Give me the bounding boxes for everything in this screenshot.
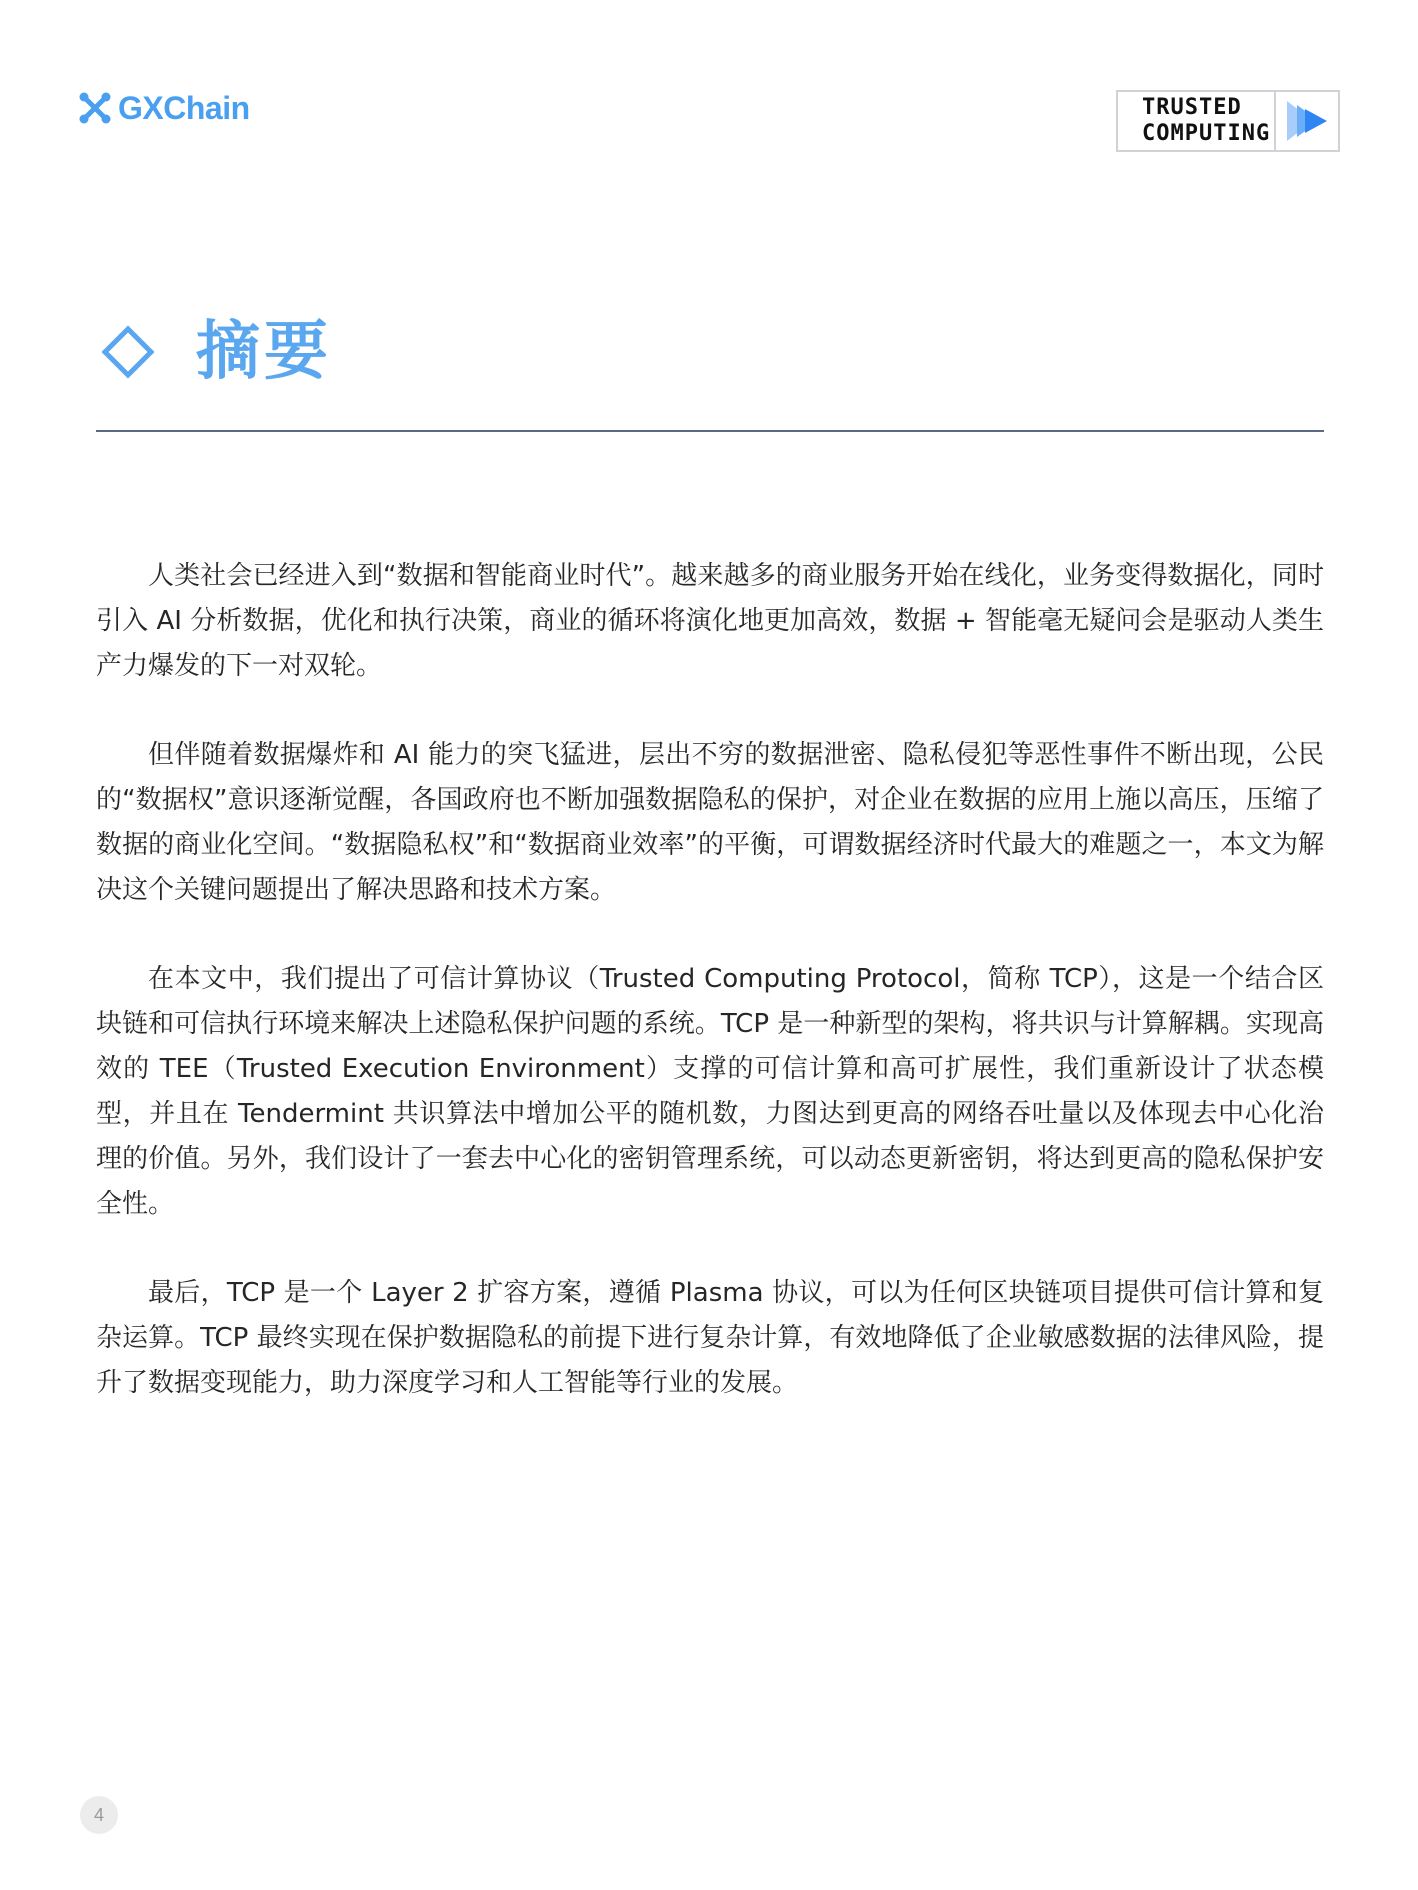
brand-logo (78, 88, 250, 128)
badge-text (1118, 92, 1276, 150)
page-title: 摘要 (196, 315, 332, 389)
badge-line-1: TRUSTED (1142, 95, 1242, 120)
title-divider (96, 430, 1324, 432)
trusted-computing-badge (1116, 90, 1340, 152)
badge-icon-cell (1276, 92, 1338, 150)
badge-line-2: COMPUTING (1142, 121, 1271, 146)
section-title (100, 312, 332, 392)
paragraph: 但伴随着数据爆炸和 AI 能力的突飞猛进，层出不穷的数据泄密、隐私侵犯等恶性事件不断出现，公民的“数据权”意识逐渐觉醒，各国政府也不断加强数据隐私的保护，对企业在数据的应用上施以高压，压缩了数据的商业化空间。“数据隐私权”和“数据商业效率”的平衡，可谓数据经济时代最大的难题之一，本文为解决这个关键问题提出了解决思路和技术方案。 (96, 740, 1324, 905)
diamond-outline-icon (100, 324, 156, 380)
brand-name: GXChain (118, 90, 250, 126)
paragraph: 人类社会已经进入到“数据和智能商业时代”。越来越多的商业服务开始在线化，业务变得数据化，同时引入 AI 分析数据，优化和执行决策，商业的循环将演化地更加高效，数据 + 智能毫无疑问会是驱动人类生产力爆发的下一对双轮。 (96, 561, 1324, 681)
paragraph: 最后，TCP 是一个 Layer 2 扩容方案，遵循 Plasma 协议，可以为任何区块链项目提供可信计算和复杂运算。TCP 最终实现在保护数据隐私的前提下进行复杂计算，有效地降低了企业敏感数据的法律风险，提升了数据变现能力，助力深度学习和人工智能等行业的发展。 (96, 1278, 1324, 1398)
page-number: 4 (80, 1796, 118, 1834)
paragraph: 在本文中，我们提出了可信计算协议（Trusted Computing Protocol，简称 TCP），这是一个结合区块链和可信执行环境来解决上述隐私保护问题的系统。TCP 是一种新型的架构，将共识与计算解耦。实现高效的 TEE（Trusted Execution Environment）支撑的可信计算和高可扩展性，我们重新设计了状态模型，并且在 Tendermint 共识算法中增加公平的随机数，力图达到更高的网络吞吐量以及体现去中心化治理的价值。另外，我们设计了一套去中心化的密钥管理系统，可以动态更新密钥，将达到更高的隐私保护安全性。 (96, 964, 1324, 1219)
abstract-body (96, 554, 1324, 1450)
gxchain-logo-icon (78, 91, 112, 125)
play-arrows-icon (1283, 99, 1331, 143)
